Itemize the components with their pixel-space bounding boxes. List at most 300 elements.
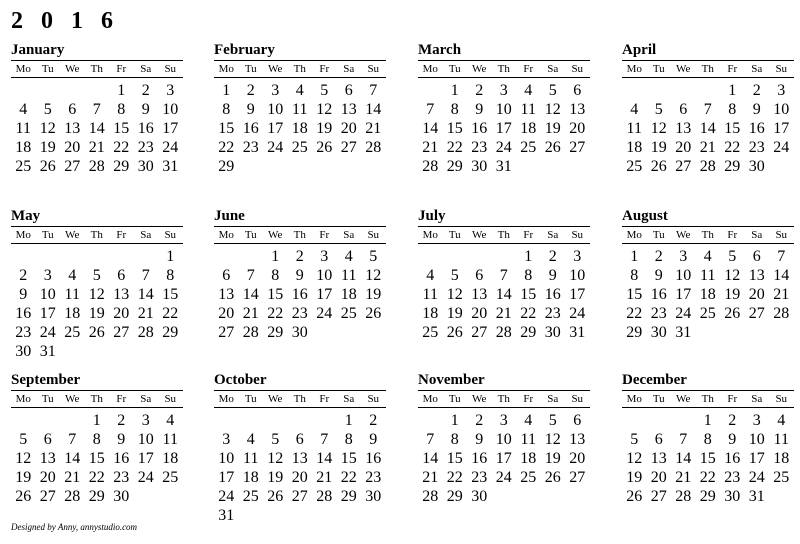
day-number: 5 — [450, 267, 459, 284]
day-number: 10 — [316, 267, 333, 284]
day-number: 2 — [295, 248, 304, 265]
day-number: 16 — [748, 120, 765, 137]
day-number: 2 — [475, 82, 484, 99]
day-number: 2 — [654, 248, 663, 265]
day-number: 22 — [724, 139, 741, 156]
day-number: 6 — [344, 82, 353, 99]
month-name: December — [622, 372, 687, 388]
day-number: 2 — [475, 412, 484, 429]
day-number: 11 — [520, 101, 536, 118]
day-number: 8 — [344, 431, 353, 448]
day-number: 12 — [544, 101, 561, 118]
weekday-label: Th — [90, 229, 103, 241]
day-number: 1 — [630, 248, 639, 265]
day-number: 31 — [39, 343, 56, 360]
day-number: 26 — [316, 139, 333, 156]
day-number: 2 — [117, 412, 126, 429]
day-number: 24 — [773, 139, 790, 156]
day-grid — [418, 411, 590, 506]
month-name: July — [418, 208, 446, 224]
day-number: 11 — [773, 431, 789, 448]
day-number: 20 — [569, 120, 586, 137]
month-april — [622, 40, 794, 176]
day-number: 28 — [365, 139, 382, 156]
day-number: 5 — [548, 82, 557, 99]
day-number: 2 — [728, 412, 737, 429]
day-number: 14 — [316, 450, 333, 467]
weekday-label: Mo — [15, 63, 31, 75]
day-number: 29 — [446, 488, 463, 505]
day-number: 23 — [650, 305, 667, 322]
weekday-label: We — [268, 229, 283, 241]
day-number: 5 — [630, 431, 639, 448]
day-number: 27 — [39, 488, 56, 505]
day-number: 11 — [700, 267, 716, 284]
day-number: 8 — [450, 101, 459, 118]
weekday-label: We — [65, 393, 80, 405]
day-number: 19 — [15, 469, 32, 486]
calendar-year-title: 2 0 1 6 — [11, 8, 119, 34]
day-number: 22 — [340, 469, 357, 486]
day-number: 6 — [752, 248, 761, 265]
day-number: 21 — [773, 286, 790, 303]
day-number: 5 — [548, 412, 557, 429]
day-number: 4 — [246, 431, 255, 448]
weekday-label: Su — [367, 393, 380, 405]
day-number: 9 — [19, 286, 28, 303]
day-number: 24 — [316, 305, 333, 322]
day-number: 13 — [218, 286, 235, 303]
day-number: 12 — [365, 267, 382, 284]
day-number: 23 — [544, 305, 561, 322]
day-grid — [11, 247, 183, 361]
day-number: 16 — [15, 305, 32, 322]
weekday-label: Sa — [751, 229, 763, 241]
weekday-label: Mo — [422, 229, 438, 241]
day-number: 27 — [340, 139, 357, 156]
month-name: September — [11, 372, 81, 388]
weekday-label: Th — [701, 63, 714, 75]
day-number: 6 — [117, 267, 126, 284]
weekday-header — [11, 226, 183, 244]
day-number: 15 — [113, 120, 130, 137]
day-number: 1 — [450, 412, 459, 429]
month-name: March — [418, 42, 462, 58]
day-number: 1 — [450, 82, 459, 99]
day-number: 19 — [650, 139, 667, 156]
day-number: 24 — [162, 139, 179, 156]
month-january — [11, 40, 183, 176]
day-number: 4 — [426, 267, 435, 284]
day-number: 28 — [137, 324, 154, 341]
day-number: 19 — [365, 286, 382, 303]
day-number: 21 — [242, 305, 259, 322]
weekday-label: Tu — [652, 229, 665, 241]
weekday-label: Sa — [547, 63, 559, 75]
day-number: 10 — [218, 450, 235, 467]
weekday-label: Fr — [523, 63, 534, 75]
weekday-label: Mo — [218, 229, 234, 241]
day-grid — [418, 247, 590, 342]
day-number: 20 — [64, 139, 81, 156]
weekday-label: Tu — [244, 63, 257, 75]
weekday-label: Sa — [140, 393, 152, 405]
day-number: 19 — [267, 469, 284, 486]
weekday-label: Tu — [244, 229, 257, 241]
day-number: 8 — [166, 267, 175, 284]
day-number: 11 — [243, 450, 259, 467]
day-number: 28 — [422, 158, 439, 175]
weekday-label: Tu — [652, 393, 665, 405]
day-number: 15 — [520, 286, 537, 303]
weekday-label: Mo — [218, 393, 234, 405]
day-number: 9 — [141, 101, 150, 118]
day-number: 20 — [291, 469, 308, 486]
day-number: 21 — [64, 469, 81, 486]
weekday-label: Fr — [319, 63, 330, 75]
weekday-label: Su — [164, 229, 177, 241]
day-number: 24 — [218, 488, 235, 505]
weekday-label: Th — [497, 393, 510, 405]
day-number: 23 — [291, 305, 308, 322]
day-number: 20 — [218, 305, 235, 322]
day-number: 22 — [446, 469, 463, 486]
day-number: 15 — [626, 286, 643, 303]
day-number: 28 — [699, 158, 716, 175]
day-number: 30 — [471, 488, 488, 505]
day-number: 8 — [450, 431, 459, 448]
day-number: 23 — [15, 324, 32, 341]
day-number: 6 — [679, 101, 688, 118]
day-number: 16 — [471, 120, 488, 137]
day-number: 6 — [295, 431, 304, 448]
day-number: 29 — [724, 158, 741, 175]
day-number: 17 — [316, 286, 333, 303]
weekday-label: Sa — [140, 63, 152, 75]
day-number: 28 — [88, 158, 105, 175]
month-name: January — [11, 42, 65, 58]
weekday-label: Fr — [116, 63, 127, 75]
day-number: 13 — [291, 450, 308, 467]
day-number: 2 — [141, 82, 150, 99]
day-number: 30 — [15, 343, 32, 360]
day-number: 2 — [369, 412, 378, 429]
weekday-label: Tu — [448, 63, 461, 75]
weekday-label: Sa — [343, 229, 355, 241]
weekday-label: Sa — [343, 63, 355, 75]
day-number: 17 — [773, 120, 790, 137]
day-number: 5 — [654, 101, 663, 118]
day-number: 26 — [650, 158, 667, 175]
day-number: 22 — [626, 305, 643, 322]
day-number: 25 — [520, 139, 537, 156]
day-number: 25 — [242, 488, 259, 505]
day-number: 31 — [218, 507, 235, 524]
day-number: 27 — [471, 324, 488, 341]
day-number: 4 — [777, 412, 786, 429]
day-number: 17 — [39, 305, 56, 322]
day-number: 13 — [569, 101, 586, 118]
weekday-label: Fr — [116, 229, 127, 241]
day-number: 13 — [340, 101, 357, 118]
weekday-label: Tu — [448, 393, 461, 405]
weekday-label: Tu — [652, 63, 665, 75]
day-number: 9 — [117, 431, 126, 448]
day-number: 31 — [675, 324, 692, 341]
day-number: 14 — [675, 450, 692, 467]
day-number: 2 — [19, 267, 28, 284]
day-number: 13 — [748, 267, 765, 284]
day-number: 2 — [246, 82, 255, 99]
weekday-label: Mo — [626, 229, 642, 241]
day-number: 23 — [471, 469, 488, 486]
weekday-label: Su — [367, 229, 380, 241]
day-number: 20 — [340, 120, 357, 137]
weekday-label: Tu — [244, 393, 257, 405]
day-number: 26 — [365, 305, 382, 322]
weekday-label: Tu — [41, 63, 54, 75]
day-number: 22 — [446, 139, 463, 156]
day-number: 26 — [544, 139, 561, 156]
weekday-header — [418, 60, 590, 78]
day-grid — [622, 81, 794, 176]
day-number: 7 — [426, 431, 435, 448]
day-grid — [214, 411, 386, 525]
day-number: 13 — [675, 120, 692, 137]
weekday-label: Fr — [727, 393, 738, 405]
day-number: 26 — [267, 488, 284, 505]
day-number: 9 — [654, 267, 663, 284]
day-number: 6 — [68, 101, 77, 118]
day-number: 25 — [773, 469, 790, 486]
day-number: 18 — [340, 286, 357, 303]
day-number: 29 — [267, 324, 284, 341]
day-number: 3 — [141, 412, 150, 429]
day-number: 12 — [626, 450, 643, 467]
weekday-label: Tu — [41, 229, 54, 241]
day-number: 14 — [365, 101, 382, 118]
weekday-label: Mo — [15, 393, 31, 405]
day-number: 25 — [340, 305, 357, 322]
day-number: 23 — [113, 469, 130, 486]
weekday-label: Tu — [448, 229, 461, 241]
day-number: 27 — [569, 469, 586, 486]
day-number: 20 — [675, 139, 692, 156]
day-number: 14 — [64, 450, 81, 467]
day-number: 9 — [246, 101, 255, 118]
weekday-label: Fr — [523, 229, 534, 241]
day-number: 31 — [748, 488, 765, 505]
day-number: 4 — [524, 82, 533, 99]
day-number: 12 — [316, 101, 333, 118]
day-number: 15 — [699, 450, 716, 467]
month-september — [11, 370, 183, 506]
weekday-label: Mo — [422, 63, 438, 75]
day-number: 28 — [64, 488, 81, 505]
day-number: 20 — [471, 305, 488, 322]
day-number: 3 — [499, 82, 508, 99]
month-name: June — [214, 208, 245, 224]
day-number: 10 — [569, 267, 586, 284]
day-number: 24 — [137, 469, 154, 486]
day-number: 29 — [218, 158, 235, 175]
day-number: 29 — [699, 488, 716, 505]
day-number: 27 — [113, 324, 130, 341]
day-number: 14 — [495, 286, 512, 303]
day-number: 14 — [422, 450, 439, 467]
day-number: 30 — [291, 324, 308, 341]
day-number: 9 — [475, 431, 484, 448]
day-number: 9 — [475, 101, 484, 118]
day-number: 17 — [495, 120, 512, 137]
month-june — [214, 206, 386, 342]
weekday-label: We — [65, 63, 80, 75]
weekday-label: Su — [775, 229, 788, 241]
day-number: 3 — [271, 82, 280, 99]
day-number: 25 — [64, 324, 81, 341]
weekday-label: Mo — [422, 393, 438, 405]
day-number: 8 — [271, 267, 280, 284]
weekday-label: We — [472, 393, 487, 405]
day-number: 29 — [520, 324, 537, 341]
day-number: 3 — [222, 431, 231, 448]
day-number: 20 — [113, 305, 130, 322]
day-number: 26 — [88, 324, 105, 341]
day-number: 27 — [569, 139, 586, 156]
day-number: 30 — [544, 324, 561, 341]
day-number: 11 — [626, 120, 642, 137]
day-number: 10 — [748, 431, 765, 448]
day-number: 16 — [724, 450, 741, 467]
day-number: 11 — [292, 101, 308, 118]
month-august — [622, 206, 794, 342]
weekday-label: Fr — [319, 229, 330, 241]
weekday-label: Fr — [727, 229, 738, 241]
day-number: 29 — [626, 324, 643, 341]
day-number: 15 — [340, 450, 357, 467]
day-number: 20 — [748, 286, 765, 303]
day-number: 30 — [471, 158, 488, 175]
day-number: 2 — [548, 248, 557, 265]
day-number: 22 — [113, 139, 130, 156]
day-number: 1 — [524, 248, 533, 265]
day-number: 17 — [162, 120, 179, 137]
day-number: 19 — [544, 120, 561, 137]
day-number: 25 — [626, 158, 643, 175]
day-number: 21 — [422, 139, 439, 156]
day-grid — [622, 247, 794, 342]
day-number: 11 — [520, 431, 536, 448]
day-number: 23 — [137, 139, 154, 156]
day-number: 12 — [15, 450, 32, 467]
day-number: 28 — [495, 324, 512, 341]
day-number: 6 — [43, 431, 52, 448]
day-number: 25 — [291, 139, 308, 156]
day-number: 29 — [162, 324, 179, 341]
weekday-label: Th — [497, 63, 510, 75]
day-number: 2 — [752, 82, 761, 99]
day-number: 19 — [724, 286, 741, 303]
day-number: 1 — [92, 412, 101, 429]
day-number: 13 — [650, 450, 667, 467]
day-number: 22 — [267, 305, 284, 322]
day-number: 19 — [446, 305, 463, 322]
day-number: 12 — [446, 286, 463, 303]
day-number: 15 — [267, 286, 284, 303]
day-number: 5 — [728, 248, 737, 265]
month-name: February — [214, 42, 275, 58]
month-name: October — [214, 372, 267, 388]
weekday-label: Th — [293, 393, 306, 405]
day-number: 27 — [64, 158, 81, 175]
day-number: 14 — [699, 120, 716, 137]
day-number: 3 — [166, 82, 175, 99]
day-number: 21 — [675, 469, 692, 486]
day-number: 25 — [699, 305, 716, 322]
day-number: 23 — [748, 139, 765, 156]
day-number: 26 — [446, 324, 463, 341]
day-number: 17 — [569, 286, 586, 303]
day-number: 15 — [446, 450, 463, 467]
day-number: 24 — [39, 324, 56, 341]
weekday-header — [418, 390, 590, 408]
day-number: 24 — [267, 139, 284, 156]
day-number: 1 — [222, 82, 231, 99]
day-number: 7 — [499, 267, 508, 284]
day-number: 28 — [675, 488, 692, 505]
day-grid — [214, 247, 386, 342]
day-number: 4 — [19, 101, 28, 118]
day-number: 7 — [777, 248, 786, 265]
designer-credit: Designed by Anny, annystudio.com — [11, 522, 138, 532]
day-number: 21 — [699, 139, 716, 156]
day-number: 6 — [573, 412, 582, 429]
day-number: 5 — [271, 431, 280, 448]
day-number: 30 — [748, 158, 765, 175]
day-number: 28 — [316, 488, 333, 505]
day-number: 15 — [446, 120, 463, 137]
weekday-header — [622, 226, 794, 244]
day-number: 12 — [88, 286, 105, 303]
day-number: 30 — [137, 158, 154, 175]
weekday-label: Mo — [218, 63, 234, 75]
day-number: 8 — [703, 431, 712, 448]
day-number: 14 — [242, 286, 259, 303]
day-number: 4 — [295, 82, 304, 99]
day-number: 18 — [64, 305, 81, 322]
day-number: 13 — [471, 286, 488, 303]
day-number: 14 — [137, 286, 154, 303]
day-number: 29 — [340, 488, 357, 505]
weekday-header — [622, 60, 794, 78]
day-number: 24 — [569, 305, 586, 322]
day-number: 24 — [675, 305, 692, 322]
day-number: 14 — [88, 120, 105, 137]
weekday-label: We — [676, 229, 691, 241]
day-number: 20 — [39, 469, 56, 486]
weekday-label: Tu — [41, 393, 54, 405]
day-number: 7 — [246, 267, 255, 284]
day-number: 24 — [748, 469, 765, 486]
day-number: 7 — [68, 431, 77, 448]
day-number: 4 — [68, 267, 77, 284]
weekday-header — [214, 226, 386, 244]
day-number: 18 — [291, 120, 308, 137]
day-number: 18 — [699, 286, 716, 303]
day-number: 8 — [117, 101, 126, 118]
day-number: 21 — [137, 305, 154, 322]
day-number: 23 — [471, 139, 488, 156]
